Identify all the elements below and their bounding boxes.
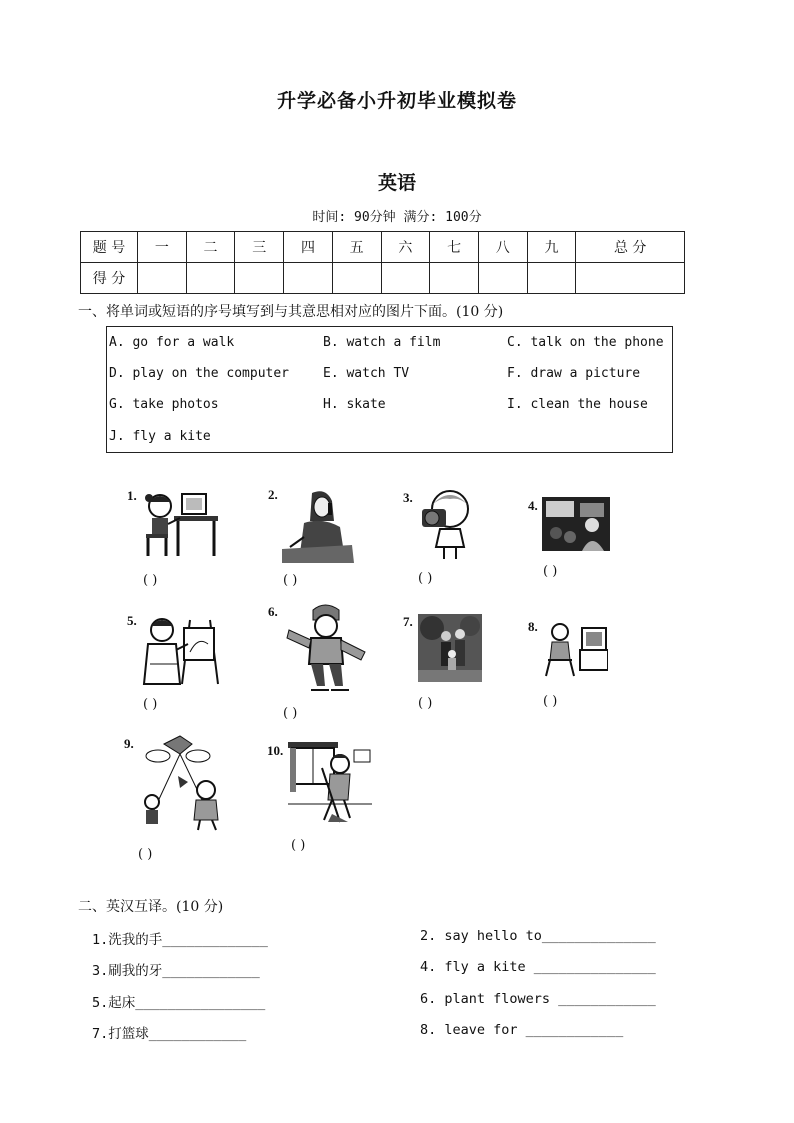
- answer-parentheses[interactable]: ( ): [143, 573, 158, 588]
- score-table-header-row: [81, 232, 685, 263]
- answer-parentheses[interactable]: ( ): [543, 694, 558, 709]
- picture-number: 5.: [127, 613, 137, 628]
- translation-item[interactable]: 7.打篮球____________: [92, 1026, 247, 1042]
- score-row-label: 得 分: [81, 263, 138, 294]
- score-header-cell: 总 分: [576, 232, 685, 263]
- score-header-cell: 八: [478, 232, 527, 263]
- option-f: F. draw a picture: [507, 366, 641, 381]
- translation-item[interactable]: 8. leave for ____________: [420, 1022, 624, 1038]
- translation-item[interactable]: 3.刷我的牙____________: [92, 963, 260, 979]
- score-header-cell: 一: [138, 232, 187, 263]
- section1-heading: 一、将单词或短语的序号填写到与其意思相对应的图片下面。(10 分): [78, 304, 504, 320]
- score-header-cell: 三: [235, 232, 284, 263]
- picture-number: 10.: [267, 743, 284, 758]
- section2-heading: 二、英汉互译。(10 分): [78, 899, 224, 915]
- answer-parentheses[interactable]: ( ): [543, 564, 558, 579]
- answer-parentheses[interactable]: ( ): [283, 706, 298, 721]
- translation-item[interactable]: 1.洗我的手_____________: [92, 932, 268, 948]
- picture-number: 4.: [528, 498, 538, 513]
- score-table-score-row: [81, 263, 685, 294]
- translation-item[interactable]: 4. fly a kite _______________: [420, 959, 656, 975]
- answer-parentheses[interactable]: ( ): [418, 696, 433, 711]
- exam-title: 升学必备小升初毕业模拟卷: [276, 90, 517, 112]
- option-j: J. fly a kite: [109, 429, 211, 444]
- boy-sweeping-icon: [288, 742, 372, 824]
- score-cell[interactable]: [576, 263, 685, 294]
- option-h: H. skate: [323, 397, 386, 412]
- score-header-cell: 九: [527, 232, 576, 263]
- girl-camera-icon: [414, 487, 476, 561]
- picture-number: 1.: [127, 488, 137, 503]
- answer-parentheses[interactable]: ( ): [283, 573, 298, 588]
- answer-parentheses[interactable]: ( ): [138, 847, 153, 862]
- option-a: A. go for a walk: [109, 335, 235, 350]
- score-cell[interactable]: [430, 263, 479, 294]
- score-header-cell: 七: [430, 232, 479, 263]
- score-header-cell: 四: [284, 232, 333, 263]
- option-e: E. watch TV: [323, 366, 410, 381]
- cinema-photo-icon: [542, 497, 610, 551]
- option-g: G. take photos: [109, 397, 219, 412]
- options-box: [106, 326, 673, 453]
- option-c: C. talk on the phone: [507, 335, 664, 350]
- option-b: B. watch a film: [323, 335, 441, 350]
- score-cell[interactable]: [235, 263, 284, 294]
- exam-meta: 时间: 90分钟 满分: 100分: [312, 210, 482, 225]
- person-tv-icon: [540, 620, 608, 678]
- picture-number: 6.: [268, 604, 278, 619]
- score-cell[interactable]: [527, 263, 576, 294]
- boy-skating-icon: [285, 602, 367, 694]
- picture-number: 8.: [528, 619, 538, 634]
- score-cell[interactable]: [478, 263, 527, 294]
- picture-number: 9.: [124, 736, 134, 751]
- score-cell[interactable]: [381, 263, 430, 294]
- score-header-cell: 五: [332, 232, 381, 263]
- picture-number: 2.: [268, 487, 278, 502]
- option-d: D. play on the computer: [109, 366, 290, 381]
- translation-item[interactable]: 5.起床________________: [92, 995, 266, 1011]
- picture-number: 7.: [403, 614, 413, 629]
- score-cell[interactable]: [284, 263, 333, 294]
- score-cell[interactable]: [138, 263, 187, 294]
- child-computer-icon: [138, 488, 220, 560]
- answer-parentheses[interactable]: ( ): [418, 571, 433, 586]
- score-cell[interactable]: [186, 263, 235, 294]
- exam-subject: 英语: [377, 172, 416, 194]
- score-header-cell: 题 号: [81, 232, 138, 263]
- score-header-cell: 六: [381, 232, 430, 263]
- option-i: I. clean the house: [507, 397, 648, 412]
- children-kite-icon: [134, 734, 228, 832]
- girl-painting-icon: [140, 614, 220, 686]
- translation-item[interactable]: 6. plant flowers ____________: [420, 991, 656, 1007]
- score-table: [80, 231, 685, 294]
- answer-parentheses[interactable]: ( ): [291, 838, 306, 853]
- woman-phone-icon: [282, 487, 354, 563]
- family-walk-photo-icon: [418, 614, 482, 682]
- score-cell[interactable]: [332, 263, 381, 294]
- picture-number: 3.: [403, 490, 413, 505]
- answer-parentheses[interactable]: ( ): [143, 697, 158, 712]
- score-header-cell: 二: [186, 232, 235, 263]
- translation-item[interactable]: 2. say hello to______________: [420, 928, 656, 944]
